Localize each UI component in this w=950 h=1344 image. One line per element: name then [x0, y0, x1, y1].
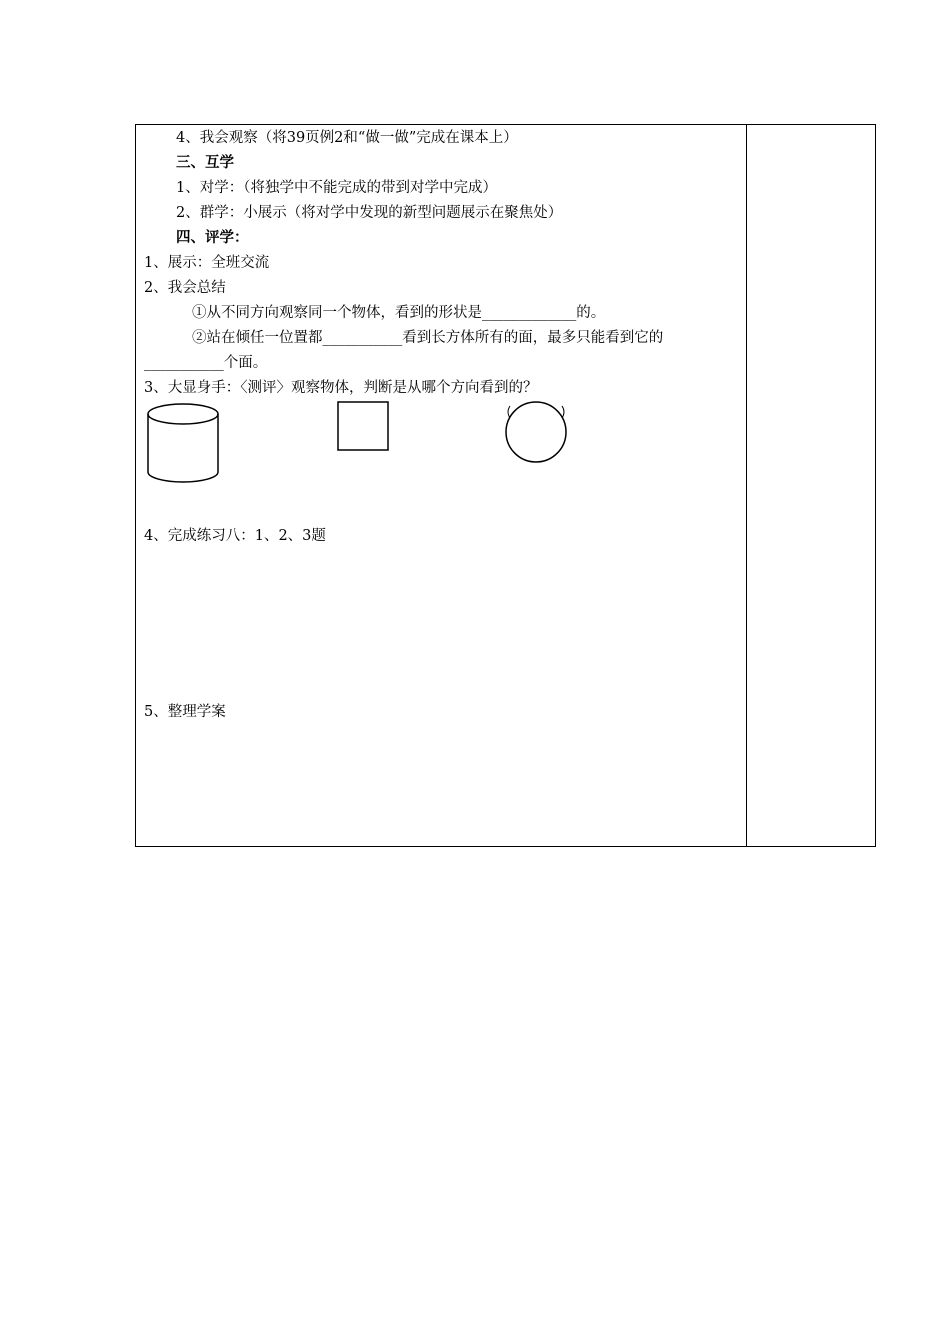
column-divider	[746, 124, 747, 847]
summary-point-2-cont: ___________个面。	[144, 355, 268, 371]
item-exercise: 4、完成练习八：1、2、3题	[144, 528, 326, 544]
item-group-learning: 2、群学：小展示（将对学中发现的新型问题展示在聚焦处）	[176, 205, 563, 221]
item-show: 1、展示：全班交流	[144, 255, 270, 271]
summary-point-2: ②站在倾任一位置都___________看到长方体所有的面，最多只能看到它的	[192, 330, 664, 346]
item-test: 3、大显身手：〈测评〉观察物体，判断是从哪个方向看到的？	[144, 380, 538, 396]
summary-point-1: ①从不同方向观察同一个物体，看到的形状是_____________的。	[192, 305, 606, 321]
section-evaluation: 四、评学：	[176, 229, 249, 246]
item-observe: 4、我会观察（将39页例2和“做一做”完成在课本上）	[176, 130, 518, 146]
item-summary: 2、我会总结	[144, 280, 226, 296]
item-organize: 5、整理学案	[144, 704, 226, 720]
section-mutual-learning: 三、互学	[176, 154, 234, 171]
cylinder-figure	[140, 398, 230, 488]
square-figure	[335, 400, 391, 454]
circle-figure	[500, 398, 576, 468]
item-pair-learning: 1、对学：（将独学中不能完成的带到对学中完成）	[176, 180, 497, 196]
